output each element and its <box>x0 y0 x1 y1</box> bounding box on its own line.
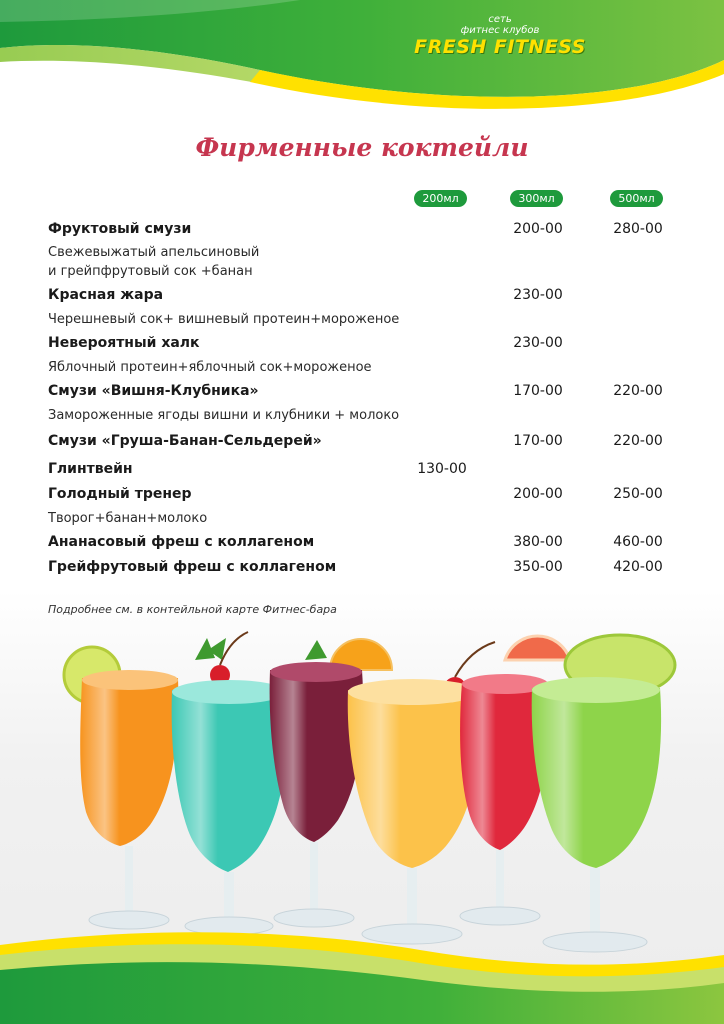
price-500: 220-00 <box>613 383 663 399</box>
item-name: Красная жара <box>48 287 164 303</box>
menu-item <box>48 383 678 403</box>
price-300: 170-00 <box>513 383 563 399</box>
item-description: Свежевыжатый апельсиновый и грейпфрутовый сок +банан <box>48 245 260 279</box>
price-300: 350-00 <box>513 559 563 575</box>
menu-item <box>48 559 678 579</box>
item-name: Грейфрутовый фреш с коллагеном <box>48 559 337 575</box>
price-500: 220-00 <box>613 433 663 449</box>
footnote: Подробнее см. в контейльной карте Фитнес-бара <box>48 603 337 616</box>
menu-item <box>48 534 678 554</box>
price-300: 200-00 <box>513 486 563 502</box>
glass-green <box>532 677 661 952</box>
price-300: 200-00 <box>513 221 563 237</box>
item-name: Невероятный халк <box>48 335 200 351</box>
item-description: Творог+банан+молоко <box>48 511 208 526</box>
price-300: 230-00 <box>513 335 563 351</box>
item-name: Глинтвейн <box>48 461 133 477</box>
item-description: Черешневый сок+ вишневый протеин+мороженое <box>48 312 400 327</box>
item-name: Ананасовый фреш с коллагеном <box>48 534 315 550</box>
menu-item <box>48 221 678 241</box>
price-300: 380-00 <box>513 534 563 550</box>
menu-item <box>48 461 678 481</box>
item-name: Фруктовый смузи <box>48 221 192 237</box>
cherry-stem <box>455 642 495 677</box>
item-description: Яблочный протеин+яблочный сок+мороженое <box>48 360 372 375</box>
size-badge-300: 300мл <box>510 190 563 207</box>
price-500: 420-00 <box>613 559 663 575</box>
menu-item <box>48 486 678 506</box>
footer-wave <box>0 915 724 1024</box>
grapefruit-slice <box>505 636 570 660</box>
item-name: Смузи «Вишня-Клубника» <box>48 383 259 399</box>
mint-leaf <box>195 638 226 660</box>
price-500: 460-00 <box>613 534 663 550</box>
size-badge-200: 200мл <box>414 190 467 207</box>
item-description: Замороженные ягоды вишни и клубники + молоко <box>48 408 400 423</box>
cherry-stem <box>220 632 248 665</box>
item-name: Смузи «Груша-Банан-Сельдерей» <box>48 433 322 449</box>
brand-subtitle-line1: сеть <box>488 14 512 25</box>
brand-name: FRESH FITNESS <box>414 36 586 58</box>
glass-turquoise <box>172 680 288 935</box>
price-200: 130-00 <box>417 461 467 477</box>
mint-leaf <box>305 640 327 660</box>
price-300: 170-00 <box>513 433 563 449</box>
price-500: 280-00 <box>613 221 663 237</box>
price-500: 250-00 <box>613 486 663 502</box>
brand-subtitle-line2: фитнес клубов <box>460 25 540 36</box>
glass-orange <box>80 670 178 929</box>
header-wave <box>0 0 724 130</box>
page-title: Фирменные коктейли <box>195 133 529 162</box>
size-badge-500: 500мл <box>610 190 663 207</box>
glass-yellow <box>348 679 479 944</box>
menu-item <box>48 433 678 453</box>
brand-logo <box>414 14 586 58</box>
menu-item <box>48 287 678 307</box>
price-300: 230-00 <box>513 287 563 303</box>
item-name: Голодный тренер <box>48 486 192 502</box>
menu-item <box>48 335 678 355</box>
